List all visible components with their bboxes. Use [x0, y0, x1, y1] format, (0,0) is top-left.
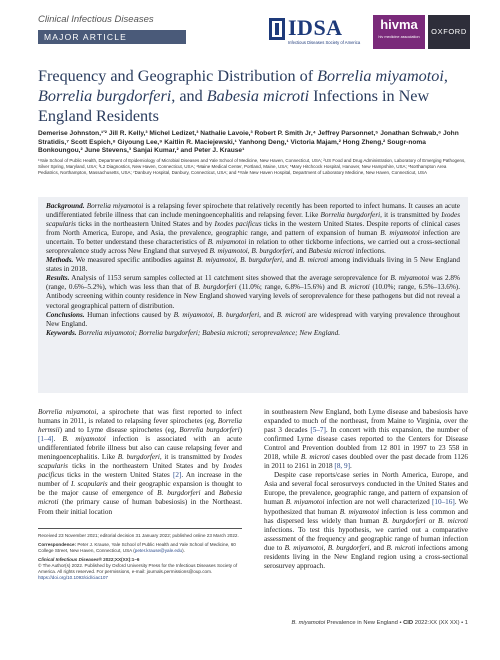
- species-name: Ixodes pacificus: [214, 220, 262, 229]
- body-text: . We hypothesized that human: [264, 498, 469, 516]
- body-text: or: [425, 516, 439, 525]
- page-number: • 1: [461, 620, 468, 626]
- correspondence-text: ).: [182, 548, 185, 553]
- body-text: , it is transmitted by: [159, 453, 224, 462]
- species-name: B. miyamotoi: [339, 507, 379, 516]
- species-name: B. microti: [386, 543, 416, 552]
- species-name: B. burgdorferi: [117, 453, 160, 462]
- body-text: infections among residents living in the New England region using a cross-sectional serosurvey approach.: [264, 543, 469, 570]
- article-type-banner: MAJOR ARTICLE: [38, 30, 186, 44]
- species-name: B. burgdorferi: [194, 283, 237, 292]
- body-text: infections. To test this hypothesis, we carried out a comparative assessment of the frequency and geographic range of human infection due to: [264, 525, 468, 552]
- abstract-text: are widespread with varying prevalence throughout New England.: [46, 310, 460, 328]
- body-text: ) and to Lyme disease spirochetes (eg,: [59, 426, 180, 435]
- citation-link[interactable]: [8, 9]: [334, 462, 350, 471]
- idsa-logo-text: IDSA: [288, 15, 343, 40]
- abstract-text: , and: [292, 247, 309, 256]
- correspondence-label: Correspondence:: [38, 542, 77, 547]
- volume-info: 2022:XX (XX XX): [413, 620, 462, 626]
- abstract-text: (10.0%; range, 6.5%–13.6%). Antibody screening within county residence in New England showed varying levels of seroprevalence for these pathogens but did not reveal a vectoral geographical pattern of distribution.: [46, 283, 460, 310]
- journal-name: Clinical Infectious Diseases: [38, 14, 154, 25]
- abstract-box: [38, 197, 468, 393]
- author-list: Demerise Johnston,¹ʹ² Jill R. Kelly,³ Michel Ledizet,³ Nathalie Lavoie,³ Robert P. Smith Jr,⁴ Jeffrey Parsonnet,⁵ Jonathan Schwab,⁶ John Stratidis,⁷ Scott Espich,⁸ Giyoung Lee,⁹ Kaitlin R. Maciejewski,¹ Yanhong Deng,¹ Victoria Majam,² Hong Zheng,² Sougr-noma Bonkoungou,² June Stevens,³ Sanjai Kumar,² and Peter J. Krause¹: [38, 130, 459, 155]
- journal-abbrev: CID: [403, 620, 414, 626]
- oxford-logo: OXFORD: [428, 15, 470, 49]
- species-name: B. miyamotoi, B. burgdorferi: [209, 247, 293, 256]
- species-name: Ixodes pacificus: [38, 462, 242, 480]
- body-left-column: [38, 408, 242, 517]
- hivma-logo: [373, 15, 425, 49]
- body-text: infection is associated with an acute undifferentiated febrile illness but also can cause relapsing fever and meningoencephalitis. Like: [38, 435, 242, 462]
- species-name: I. scapularis: [70, 480, 108, 489]
- abstract-text: is a relapsing fever spirochete that relatively recently has been reported to infect humans. It causes an acute undifferentiated febrile illness that can include meningoencephalitis and relapsing fever. Like: [46, 202, 460, 220]
- title-species: Borrelia miyamotoi: [317, 67, 444, 85]
- title-text: Frequency and Geographic Distribution of: [38, 67, 318, 85]
- correspondence-text: Peter J. Krause, Yale School of Public Health and Yale School of Medicine, 60 College Street, New Haven, Connecticut, USA (: [38, 542, 236, 553]
- body-text: .: [53, 435, 63, 444]
- body-text: (the primary cause of human babesiosis) in the Northeast. From their initial location: [38, 498, 242, 516]
- article-footnote: [38, 533, 242, 581]
- idsa-logo-subtext: Infectious Diseases Society of America: [288, 40, 361, 45]
- abstract-text: ticks in the northeastern United States and by: [75, 220, 215, 229]
- abstract-text: was 2.8% (range, 0.6%–5.2%), which was less than that of: [46, 274, 461, 292]
- hivma-logo-text: hivma: [380, 17, 418, 32]
- species-name: B. burgdorferi: [382, 516, 426, 525]
- body-paragraph: [38, 408, 242, 517]
- body-text: infection are not well characterized: [324, 498, 432, 507]
- affiliations: ¹Yale School of Public Health, Department of Epidemiology of Microbial Diseases and Yale School of Medicine, New Haven, Connecticut, USA; ²US Food and Drug Administration, Laboratory of Emerging Pathogens, Silver Spring, Maryland, USA; ³L2 Diagnostics, New Haven, Connecticut, USA; ⁴Maine Medical Center, Portland, Maine, USA; ⁵Mary Hitchcock Hospital, Hanover, New Hampshire, USA; ⁶Northampton Area Pediatrics, Northampton, Massachusetts, USA; ⁷Danbury Hospital, Danbury, Connecticut, USA; and ⁸Yale New Haven Hospital, Department of Laboratory Medicine, New Haven, Connecticut, USA: [38, 158, 466, 176]
- abstract-results: [38, 274, 468, 310]
- abstract-text: ticks in the western United States. Despite reports of clinical cases from North America, Europe, and Asia, the prevalence, geographic range, and pattern of expansion of human: [46, 220, 461, 238]
- title-text: ,: [443, 67, 448, 85]
- species-name: B. miyamotoi: [62, 435, 106, 444]
- species-name: B. miyamotoi, B. burgdorferi: [196, 256, 282, 265]
- abstract-label: Methods.: [46, 256, 74, 265]
- species-name: B. microti: [276, 310, 306, 319]
- abstract-text: We measured specific antibodies against: [73, 256, 197, 265]
- abstract-text: in relation to other tickborne infections, we carried out a cross-sectional seroprevalence study across New England that surveyed: [46, 238, 460, 256]
- citation-link[interactable]: [2]: [172, 471, 182, 480]
- abstract-label: Keywords.: [46, 328, 77, 337]
- species-name: B. miyamotoi: [285, 498, 325, 507]
- body-text: .: [350, 462, 352, 471]
- abstract-text: infections.: [353, 247, 386, 256]
- body-paragraph: [264, 408, 468, 471]
- species-name: Borrelia burgdorferi: [320, 211, 381, 220]
- footnote-divider: [38, 528, 242, 529]
- title-species: Babesia microti: [206, 87, 310, 105]
- abstract-text: among individuals living in 5 New England states in 2018.: [46, 256, 460, 274]
- abstract-text: , and: [281, 256, 299, 265]
- body-text: . In concert with this expansion, the number of confirmed Lyme disease cases reported to the Centers for Disease Control and Prevention doubled from 12 801 in 1997 to 23 558 in 2018, while: [264, 426, 469, 462]
- abstract-methods: [38, 256, 468, 274]
- abstract-text: (11.0%; range, 6.8%–15.6%) and: [236, 283, 341, 292]
- species-name: B. burgdorferi: [157, 489, 201, 498]
- doi-link[interactable]: https://doi.org/10.1093/cid/ciac107: [38, 575, 108, 580]
- species-name: Ixodes scapularis: [38, 453, 243, 471]
- running-head-species: B. miyamotoi: [291, 620, 326, 626]
- body-right-column: [264, 408, 468, 571]
- abstract-label: Results.: [46, 274, 70, 283]
- abstract-text: , it is transmitted by: [380, 211, 442, 220]
- abstract-label: Background.: [46, 202, 85, 210]
- species-name: B. microti: [298, 256, 329, 265]
- body-text: ): [239, 426, 242, 435]
- idsa-logo: [268, 15, 361, 51]
- species-name: Babesia microti: [38, 489, 242, 507]
- footer-separator: •: [397, 620, 404, 626]
- page-footer: [240, 620, 468, 626]
- keywords-text: Borrelia miyamotoi; Borrelia burgdorferi; Babesia microti; seroprevalence; New England.: [76, 328, 341, 337]
- abstract-label: Conclusions.: [46, 310, 85, 319]
- species-name: B. microti: [300, 453, 330, 462]
- species-name: Borrelia miyamotoi: [84, 202, 144, 210]
- body-text: ticks in the western United States: [63, 471, 173, 480]
- received-dates: Received 23 November 2021; editorial decision 31 January 2022; published online 23 March 2022.: [38, 533, 239, 538]
- correspondence-email-link[interactable]: peter.krause@yale.edu: [134, 548, 183, 553]
- species-name: B. miyamotoi, B. burgdorferi: [284, 543, 370, 552]
- species-name: Ixodes scapularis: [46, 211, 461, 229]
- hivma-logo-subtext: hiv medicine association: [378, 35, 420, 39]
- abstract-text: infection are uncertain. To better understand these characteristics of: [46, 229, 460, 247]
- body-text: cases doubled over the past decade from 1126 in 2011 to 2161 in 2018: [264, 453, 469, 471]
- abstract-conclusions: [38, 311, 468, 329]
- species-name: B. microti: [438, 516, 468, 525]
- species-name: Borrelia burgdorferi: [179, 426, 240, 435]
- species-name: B. miyamotoi: [380, 229, 420, 238]
- running-head: Prevalence in New England: [325, 620, 398, 626]
- abstract-text: Analysis of 1153 serum samples collected at 11 catchment sites showed that the average seroprevalence for: [69, 274, 391, 283]
- copyright-notice: © The Author(s) 2022. Published by Oxford University Press for the Infectious Diseases Society of America. All rights reserved. For permissions, e-mail: journals.permissions@oup.com.: [38, 563, 238, 574]
- species-name: B. miyamotoi: [390, 274, 430, 283]
- species-name: B. microti: [340, 283, 370, 292]
- citation-link[interactable]: [10–16]: [431, 498, 455, 507]
- body-text: , and: [369, 543, 387, 552]
- abstract-keywords: [38, 329, 468, 338]
- abstract-text: , and: [259, 310, 277, 319]
- body-text: in southeastern New England, both Lyme disease and babesiosis have expanded to much of the northeast, from Maine to Virginia, over the past 3 decades: [264, 408, 468, 435]
- body-text: ticks in the northeastern United States and by: [67, 462, 224, 471]
- title-text: , and: [171, 87, 207, 105]
- citation-link[interactable]: [5–7]: [310, 426, 326, 435]
- body-text: , a spirochete that was first reported to infect humans in 2011, is related to relapsing fever spirochetes (eg,: [38, 408, 242, 426]
- body-text: infection is less common and has dispersed less widely than human: [264, 507, 469, 525]
- body-text: . An increase in the number of: [38, 471, 242, 489]
- journal-citation-name: Clinical Infectious Diseases: [38, 557, 99, 562]
- species-name: Babesia microti: [308, 247, 354, 256]
- species-name: B. miyamotoi: [207, 238, 247, 247]
- body-text: and their geographic expansion is thought to be the major cause of emergence of: [38, 480, 242, 498]
- species-name: Borrelia hermsii: [38, 417, 242, 435]
- species-name: B. miyamotoi, B. burgdorferi: [173, 310, 260, 319]
- title-species: Borrelia burgdorferi: [38, 87, 172, 105]
- species-name: Borrelia miyamotoi: [38, 408, 97, 416]
- abstract-background: [38, 197, 468, 256]
- title-text: Infections in New England Residents: [38, 87, 430, 125]
- article-title: [38, 66, 468, 126]
- body-paragraph: [264, 471, 468, 571]
- body-text: and: [200, 489, 219, 498]
- idsa-emblem-icon: [268, 17, 286, 41]
- abstract-text: Human infections caused by: [84, 310, 174, 319]
- body-text: Despite case reports/case series in North America, Europe, and Asia and several focal serosurveys conducted in the United States and Europe, the prevalence, geographic range, and pattern of expansion of human: [264, 471, 468, 507]
- citation-link[interactable]: [1–4]: [38, 435, 54, 444]
- journal-citation-volume: ® 2022;XX(XX):1–6: [98, 557, 140, 562]
